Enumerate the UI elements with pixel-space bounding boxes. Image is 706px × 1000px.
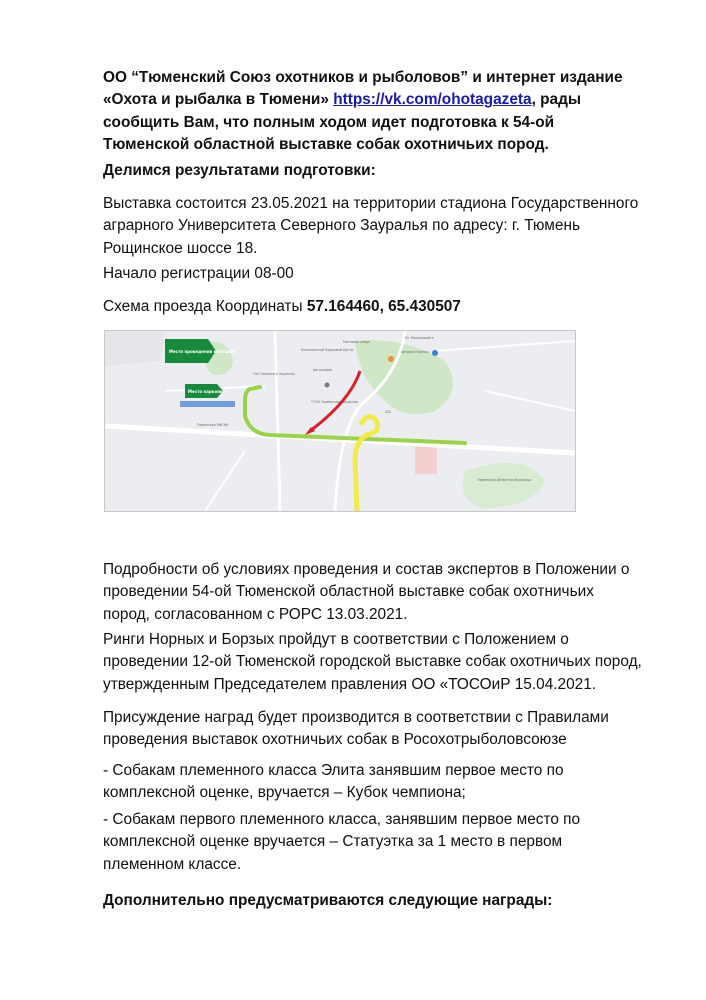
map-place-label: Мостовая улица: [343, 340, 371, 344]
map-place-label: Автосервис: [313, 368, 333, 372]
map-place-label: Комплексный Кадровый Центр: [301, 348, 354, 352]
prep-heading: Делимся результатами подготовки:: [103, 162, 376, 179]
map-pin-icon: [388, 356, 394, 362]
award-elite-item: - Собакам племенного класса Элита занявшим первое место по комплексной оценке, вручается – Кубок чемпиона;: [103, 762, 564, 802]
map-pin-icon: [325, 383, 330, 388]
map-place-label: Ул. Мельникайте: [405, 336, 434, 340]
map-pin-icon: [432, 350, 438, 356]
intro-text-end: , рады сообщить Вам, что полным ходом идет подготовка к 54-ой Тюменской областной выставке собак охотничьих пород.: [103, 91, 582, 154]
vk-link[interactable]: https://vk.com/ohotagazeta: [333, 91, 532, 109]
rings-paragraph: Ринги Норных и Борзых пройдут в соответствии с Положением о проведении 12-ой Тюменской городской выставке собак охотничьих пород, утвержденным Председателем правления ОО «ТОСОиР 15.04.2021.: [103, 631, 642, 693]
intro-paragraph: [103, 67, 643, 157]
registration-time: Начало регистрации 08-00: [103, 265, 294, 282]
map-place-label: ГАУ Северного Зауралья: [253, 372, 295, 376]
map-sign-venue-label: Место проведения выставки: [169, 349, 236, 354]
map-search-chip: [180, 401, 235, 407]
extra-awards-heading: Дополнительно предусматриваются следующие награды:: [103, 892, 553, 909]
map-place-label: Тюменская областная больница: [477, 478, 532, 482]
map-block: [105, 331, 165, 366]
award-first-item: - Собакам первого племенного класса, занявшим первое место по комплексной оценке вручается – Статуэтка за 1 место в первом племенном классе.: [103, 811, 581, 873]
venue-paragraph: Выставка состоится 23.05.2021 на территории стадиона Государственного аграрного Университета Северного Зауралья по адресу: г. Тюмень Рощинское шоссе 18.: [103, 195, 639, 257]
map-sign-parking-label: Место парковки: [188, 389, 226, 394]
map-place-label: Тюменское УФСИН: [197, 423, 229, 427]
route-coordinates: 57.164460, 65.430507: [306, 298, 461, 315]
intro-text-start: ОО “Тюменский Союз охотников и рыболовов” и интернет издание «Охота и рыбалка в Тюмени»: [103, 69, 623, 109]
map-place-label: Автомастерская: [401, 350, 429, 354]
route-map: [104, 330, 576, 512]
map-canvas: [105, 331, 575, 511]
route-paragraph: [103, 296, 643, 318]
awards-intro-paragraph: Присуждение наград будет производится в соответствии с Правилами проведения выставок охотничьих собак в Росохотрыболовсоюзе: [103, 709, 609, 749]
map-hospital-block: [415, 446, 437, 474]
details-paragraph: Подробности об условиях проведения и состав экспертов в Положении о проведении 54-ой Тюменской областной выставке собак охотничьих пород, согласованном с РОРС 13.03.2021.: [103, 561, 630, 623]
map-place-label: ТСОК Тюменская городская: [311, 400, 358, 404]
map-place-label: АЗС: [385, 410, 392, 414]
route-label: Схема проезда Координаты: [103, 298, 303, 315]
